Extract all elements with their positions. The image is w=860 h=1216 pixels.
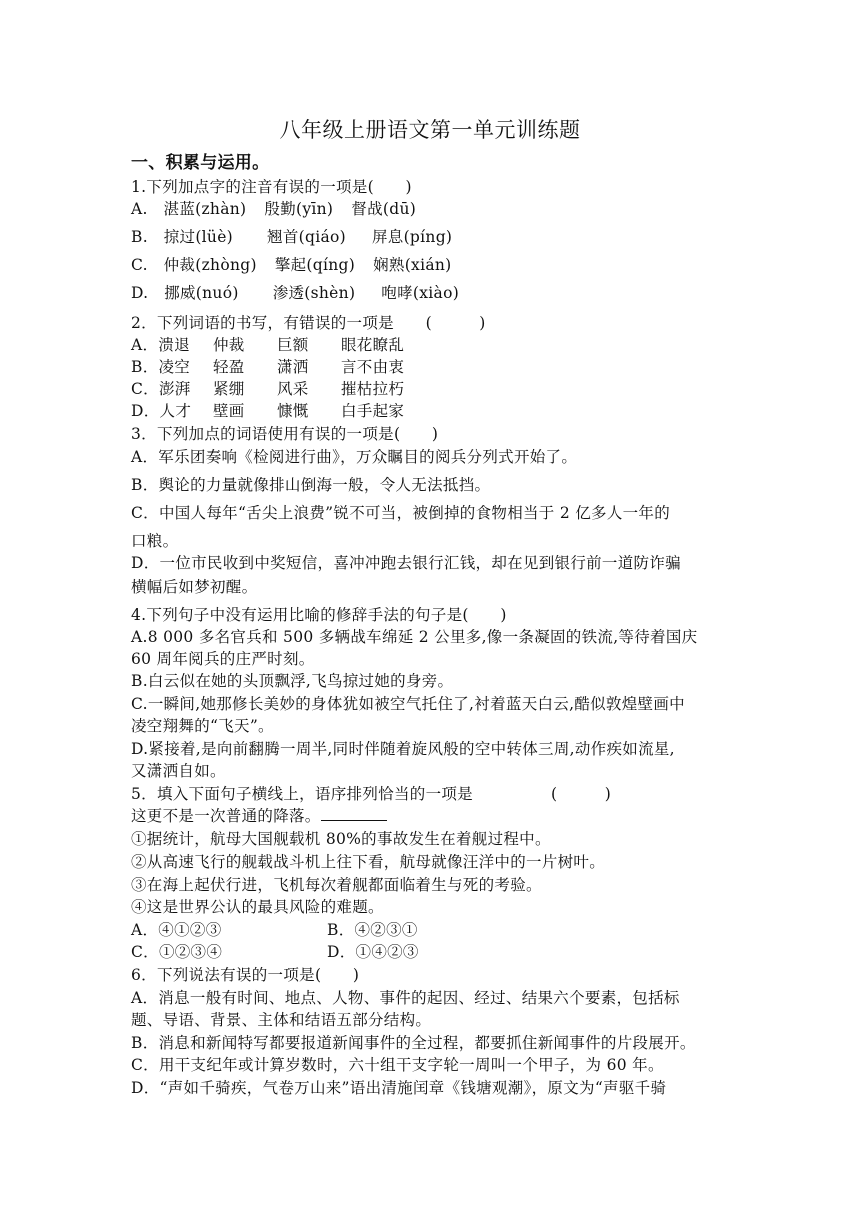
q5-option-d: D．①④②③	[327, 943, 419, 961]
q5-option-a: A．④①②③	[131, 921, 222, 939]
q4-option-d-line1: D.紧接着,是向前翻腾一周半,同时伴随着旋风般的空中转体三周,动作疾如流星,	[131, 740, 675, 758]
q5-options-cd	[131, 941, 419, 963]
q2-a-w2: 仲裁	[213, 336, 245, 354]
q2-option-b	[131, 356, 404, 378]
section-heading: 一、积累与运用。	[131, 153, 270, 173]
q1-d-word1: D. 挪威(nuó)	[131, 284, 239, 302]
q5-options-ab	[131, 919, 418, 941]
q1-b-word2: 翘首(qiáo)	[267, 228, 346, 246]
q5-sentence-4: ④这是世界公认的最具风险的难题。	[131, 898, 384, 916]
q4-stem: 4.下列句子中没有运用比喻的修辞手法的句子是( )	[131, 606, 507, 624]
q1-option-a	[131, 198, 416, 220]
q6-stem: 6．下列说法有误的一项是( )	[131, 966, 360, 984]
q1-option-d	[131, 282, 459, 304]
page-title: 八年级上册语文第一单元训练题	[279, 118, 581, 142]
q3-option-b: B．舆论的力量就像排山倒海一般，令人无法抵挡。	[131, 476, 491, 494]
q2-option-d	[131, 400, 404, 422]
q2-c-w2: 紧绷	[213, 380, 245, 398]
q6-option-a-line1: A．消息一般有时间、地点、人物、事件的起因、经过、结果六个要素，包括标	[131, 989, 680, 1007]
q2-d-w3: 慷慨	[277, 402, 309, 420]
q2-d-w1: D．人才	[131, 402, 192, 420]
q3-option-a: A．军乐团奏响《检阅进行曲》，万众瞩目的阅兵分列式开始了。	[131, 448, 578, 466]
q1-d-word3: 咆哮(xiào)	[381, 284, 460, 302]
answer-blank	[321, 806, 387, 821]
q6-option-c: C．用干支纪年或计算岁数时，六十组干支字轮一周叫一个甲子，为 60 年。	[131, 1056, 664, 1074]
q1-c-word1: C. 仲裁(zhòng)	[131, 256, 257, 274]
q1-c-word3: 娴熟(xián)	[373, 256, 452, 274]
q4-option-b: B.白云似在她的头顶飘浮,飞鸟掠过她的身旁。	[131, 672, 454, 690]
q4-option-a-line2: 60 周年阅兵的庄严时刻。	[131, 650, 315, 668]
q2-b-w4: 言不由衷	[341, 358, 405, 376]
q5-lead-sentence	[131, 805, 387, 827]
q5-stem-text: 5．填入下面句子横线上，语序排列恰当的一项是	[131, 785, 473, 803]
q5-option-c: C．①②③④	[131, 943, 223, 961]
q1-a-word1: A. 湛蓝(zhàn)	[131, 200, 247, 218]
q3-option-d-line1: D．一位市民收到中奖短信，喜冲冲跑去银行汇钱，却在见到银行前一道防诈骗	[131, 554, 681, 572]
q1-b-word1: B. 掠过(lüè)	[131, 228, 234, 246]
q2-c-w4: 摧枯拉朽	[341, 380, 405, 398]
q4-option-c-line2: 凌空翔舞的“飞天”。	[131, 717, 274, 735]
q1-option-c	[131, 254, 452, 276]
q6-option-a-line2: 题、导语、背景、主体和结语五部分结构。	[131, 1011, 432, 1029]
q2-b-w1: B．凌空	[131, 358, 191, 376]
q4-option-a-line1: A.8 000 多名官兵和 500 多辆战车绵延 2 公里多,像一条凝固的铁流,等待着国庆	[131, 628, 698, 646]
q2-a-w3: 巨额	[277, 336, 309, 354]
q1-c-word2: 擎起(qíng)	[274, 256, 356, 274]
q1-a-word2: 殷勤(yīn)	[264, 200, 334, 218]
q3-option-d-line2: 横幅后如梦初醒。	[131, 578, 258, 596]
q2-a-w4: 眼花瞭乱	[341, 336, 405, 354]
q2-d-w4: 白手起家	[341, 402, 405, 420]
q6-option-d-line1: D．“声如千骑疾，气卷万山来”语出清施闰章《钱塘观潮》，原文为“声驱千骑	[131, 1079, 667, 1097]
q1-a-word3: 督战(dū)	[351, 200, 417, 218]
q2-a-w1: A．溃退	[131, 336, 190, 354]
q1-b-word3: 屏息(píng)	[371, 228, 453, 246]
q6-option-b: B．消息和新闻特写都要报道新闻事件的全过程，都要抓住新闻事件的片段展开。	[131, 1034, 696, 1052]
q3-option-c-line1: C．中国人每年“舌尖上浪费”锐不可当，被倒掉的食物相当于 2 亿多人一年的	[131, 504, 671, 522]
q5-sentence-3: ③在海上起伏行进，飞机每次着舰都面临着生与死的考验。	[131, 876, 542, 894]
q2-c-w3: 风采	[277, 380, 309, 398]
q1-option-b	[131, 226, 452, 248]
q4-option-d-line2: 又潇洒自如。	[131, 762, 226, 780]
q5-stem	[131, 783, 611, 805]
q3-option-c-line2: 口粮。	[131, 532, 179, 550]
q1-d-word2: 渗透(shèn)	[272, 284, 356, 302]
q2-stem: 2．下列词语的书写，有错误的一项是 ( )	[131, 314, 486, 332]
q2-c-w1: C．澎湃	[131, 380, 191, 398]
q3-stem: 3．下列加点的词语使用有误的一项是( )	[131, 425, 439, 443]
q2-b-w3: 潇洒	[277, 358, 309, 376]
q2-option-c	[131, 378, 404, 400]
q5-option-b: B．④②③①	[327, 921, 418, 939]
q2-b-w2: 轻盈	[213, 358, 245, 376]
q4-option-c-line1: C.一瞬间,她那修长美妙的身体犹如被空气托住了,衬着蓝天白云,酷似敦煌壁画中	[131, 695, 685, 713]
q5-lead-text: 这更不是一次普通的降落。	[131, 807, 321, 825]
q1-stem: 1.下列加点字的注音有误的一项是( )	[131, 178, 412, 196]
q5-answer-paren: ( )	[550, 785, 612, 803]
q5-sentence-2: ②从高速飞行的舰载战斗机上往下看，航母就像汪洋中的一片树叶。	[131, 853, 606, 871]
q5-sentence-1: ①据统计，航母大国舰载机 80%的事故发生在着舰过程中。	[131, 830, 551, 848]
q2-option-a	[131, 334, 404, 356]
q2-d-w2: 壁画	[213, 402, 245, 420]
